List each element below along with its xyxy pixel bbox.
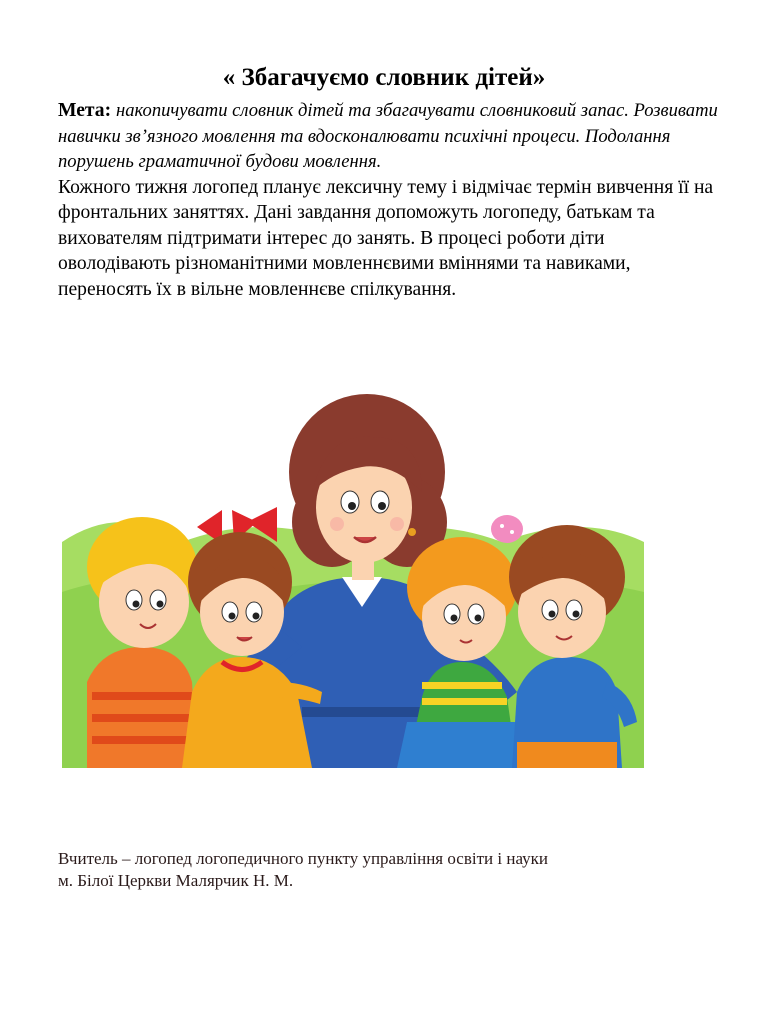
teacher-with-children-illustration — [62, 392, 644, 768]
author-footer — [58, 848, 738, 892]
author-line-1: Вчитель – логопед логопедичного пункту управління освіти і науки — [58, 849, 548, 868]
goal-label: Мета: — [58, 100, 112, 121]
main-paragraph: Кожного тижня логопед планує лексичну тему і відмічає термін вивчення її на фронтальних заняттях. Дані завдання допоможуть логопеду, батькам та вихователям підтримати інтерес до занять. В процесі роботи діти оволодівають різноманітними мовленнєвими вміннями та навиками, переносять їх в вільне мовленнєве спілкування. — [58, 176, 714, 300]
document-body — [58, 98, 718, 302]
goal-text: накопичувати словник дітей та збагачувати словниковий запас. Розвивати навички зв’язного мовлення та вдосконалювати психічні процеси. Подолання порушень граматичної будови мовлення. — [58, 100, 718, 172]
goal-paragraph — [58, 98, 718, 175]
author-line-2: м. Білої Церкви Малярчик Н. М. — [58, 871, 294, 890]
page-title: « Збагачуємо словник дітей» — [222, 64, 546, 91]
